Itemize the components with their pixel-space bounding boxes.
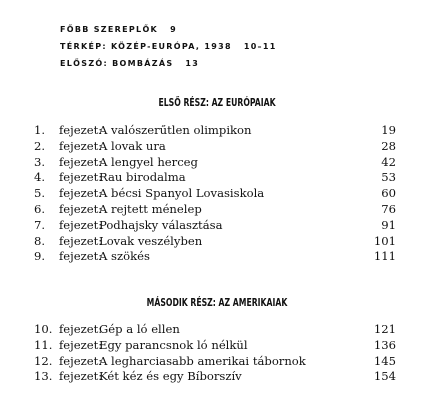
chapter-title: A lovak ura	[99, 138, 166, 153]
part-two-chapter-list	[0, 322, 434, 385]
front-matter-page: 10–11	[243, 42, 277, 51]
chapter-number: 13.	[34, 369, 53, 384]
chapter-word: fejezet:	[59, 138, 103, 153]
front-matter-label: TÉRKÉP: KÖZÉP-EURÓPA, 1938	[60, 42, 232, 51]
chapter-row	[0, 249, 434, 265]
chapter-page: 111	[373, 249, 396, 264]
chapter-title: Gép a ló ellen	[99, 322, 180, 336]
chapter-title: A rejtett ménelep	[99, 201, 202, 216]
chapter-page: 60	[381, 186, 396, 201]
chapter-title: A legharciasabb amerikai tábornok	[99, 353, 306, 368]
chapter-number: 11.	[34, 337, 53, 352]
chapter-row	[0, 369, 434, 385]
chapter-number: 4.	[34, 170, 46, 185]
chapter-word: fejezet:	[59, 322, 103, 336]
chapter-row	[0, 322, 434, 338]
chapter-page: 28	[381, 138, 396, 153]
chapter-word: fejezet:	[59, 170, 103, 185]
front-matter-item-preface	[60, 59, 199, 68]
front-matter-item-main-characters	[60, 25, 177, 34]
front-matter-item-map	[60, 42, 277, 51]
chapter-title: Lovak veszélyben	[99, 233, 203, 248]
front-matter-label: FŐBB SZEREPLŐK	[60, 25, 159, 34]
chapter-title: A szökés	[99, 249, 150, 264]
chapter-word: fejezet:	[59, 337, 103, 352]
chapter-row	[0, 139, 434, 155]
chapter-number: 1.	[34, 123, 46, 137]
chapter-number: 7.	[34, 217, 46, 232]
chapter-word: fejezet:	[59, 123, 103, 137]
chapter-row	[0, 202, 434, 218]
chapter-number: 6.	[34, 201, 46, 216]
chapter-row	[0, 123, 434, 139]
chapter-page: 42	[381, 154, 396, 169]
part-one-chapter-list	[0, 123, 434, 265]
chapter-number: 8.	[34, 233, 46, 248]
chapter-title: A lengyel herceg	[99, 154, 198, 169]
chapter-number: 12.	[34, 353, 53, 368]
chapter-number: 5.	[34, 186, 46, 201]
chapter-row	[0, 234, 434, 250]
chapter-title: A valószerűtlen olimpikon	[99, 123, 252, 137]
chapter-word: fejezet:	[59, 201, 103, 216]
chapter-number: 3.	[34, 154, 46, 169]
chapter-word: fejezet:	[59, 217, 103, 232]
chapter-page: 145	[373, 353, 396, 368]
chapter-word: fejezet:	[59, 154, 103, 169]
chapter-page: 101	[373, 233, 396, 248]
chapter-page: 53	[381, 170, 396, 185]
chapter-page: 154	[373, 369, 396, 384]
chapter-row	[0, 155, 434, 171]
chapter-page: 121	[373, 322, 396, 336]
chapter-page: 19	[381, 123, 396, 137]
chapter-word: fejezet:	[59, 186, 103, 201]
chapter-number: 2.	[34, 138, 46, 153]
chapter-word: fejezet:	[59, 353, 103, 368]
chapter-page: 76	[381, 201, 396, 216]
chapter-row	[0, 170, 434, 186]
chapter-row	[0, 354, 434, 370]
chapter-word: fejezet:	[59, 369, 103, 384]
part-one-title: ELSŐ RÉSZ: AZ EURÓPAIAK	[158, 96, 276, 109]
front-matter-page: 13	[185, 59, 200, 68]
chapter-row	[0, 338, 434, 354]
chapter-number: 10.	[34, 322, 53, 336]
chapter-row	[0, 186, 434, 202]
front-matter-label: ELŐSZÓ: BOMBÁZÁS	[60, 59, 174, 68]
chapter-page: 136	[373, 337, 396, 352]
chapter-title: Egy parancsnok ló nélkül	[99, 337, 248, 352]
chapter-number: 9.	[34, 249, 46, 264]
chapter-title: A bécsi Spanyol Lovasiskola	[99, 186, 265, 201]
chapter-title: Podhajsky választása	[99, 217, 223, 232]
chapter-page: 91	[381, 217, 396, 232]
front-matter-page: 9	[170, 25, 177, 34]
chapter-title: Rau birodalma	[99, 170, 186, 185]
chapter-title: Két kéz és egy Bíborszív	[99, 369, 242, 384]
part-two-title: MÁSODIK RÉSZ: AZ AMERIKAIAK	[146, 296, 288, 309]
chapter-word: fejezet:	[59, 249, 103, 264]
chapter-row	[0, 218, 434, 234]
chapter-word: fejezet:	[59, 233, 103, 248]
